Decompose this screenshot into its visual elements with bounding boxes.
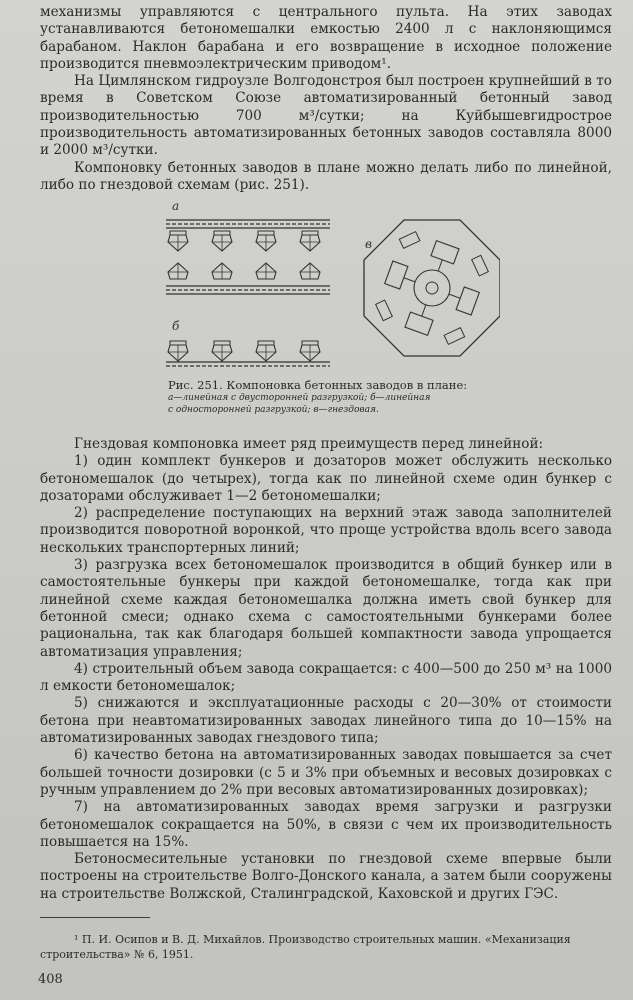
mixer-row-a2	[168, 263, 320, 279]
list-item-6: 6) качество бетона на автоматизированных заводах повышается за счет большей точности дозировки (с 5 и 3% при объемных и весовых дозировках с ручным управлением до 2% при весовых автоматизированных дозировках);	[40, 747, 612, 798]
paragraph-1: механизмы управляются с центрального пульта. На этих заводах устанавливаются бетономешалки емкостью 2400 л с наклоняющимся барабаном. Наклон барабана и его возвращение в исходное положение производится пневмоэлектрическим приводом¹.	[40, 4, 612, 72]
caption-sub-1: а—линейная с двусторонней разгрузкой; б—линейная	[168, 393, 431, 403]
label-a: а	[172, 199, 180, 213]
text-block-bottom	[40, 436, 612, 903]
footnote: ¹ П. И. Осипов и В. Д. Михайлов. Производство строительных машин. «Механизация строительства» № 6, 1951.	[40, 933, 571, 961]
caption-title: Рис. 251. Компоновка бетонных заводов в плане:	[168, 378, 468, 392]
paragraph-4: Гнездовая компоновка имеет ряд преимуществ перед линейной:	[74, 436, 544, 452]
page-number: 408	[38, 972, 63, 987]
footnote-divider	[40, 917, 150, 918]
paragraph-2: На Цимлянском гидроузле Волгодонстроя был построен крупнейший в то время в Советском Союзе автоматизированный бетонный завод производительностью 700 м³/сутки; на Куйбышевгидрострое производительность автоматизированных бетонных заводов составляла 8000 и 2000 м³/сутки.	[40, 73, 612, 159]
list-item-2: 2) распределение поступающих на верхний этаж завода заполнителей производится поворотной воронкой, что проще устройства вдоль всего завода нескольких транспортерных линий;	[40, 505, 612, 556]
text-block-top	[40, 4, 612, 194]
list-item-4: 4) строительный объем завода сокращается: с 400—500 до 250 м³ на 1000 л емкости бетономешалок;	[40, 660, 612, 695]
list-item-5: 5) снижаются и эксплуатационные расходы с 20—30% от стоимости бетона при неавтоматизированных заводах линейного типа до 10—15% на автоматизированных заводах гнездового типа;	[40, 695, 612, 747]
figure-251	[160, 198, 500, 373]
caption-sub-2: с односторонней разгрузкой; в—гнездовая.	[168, 405, 379, 415]
figure-drawing	[160, 198, 500, 373]
paragraph-3: Компоновку бетонных заводов в плане можно делать либо по линейной, либо по гнездовой схемам (рис. 251).	[40, 159, 612, 193]
mixer-row-b	[168, 341, 320, 361]
nest-layout-drawing	[355, 211, 500, 365]
label-v: в	[365, 237, 372, 251]
figure-caption	[168, 378, 588, 416]
mixer-row-a1	[168, 231, 320, 251]
paragraph-final: Бетоносмесительные установки по гнездовой схеме впервые были построены на строительстве Волго-Донского канала, а затем были сооружены на строительстве Волжской, Сталинградской, Каховской и других ГЭС.	[40, 851, 612, 902]
list-item-3: 3) разгрузка всех бетономешалок производится в общий бункер или в самостоятельные бункеры при каждой бетономешалке, тогда как при линейной схеме каждая бетономешалка должна иметь свой бункер для бетонной смеси; однако схема с самостоятельными бункерами более рациональна, так как благодаря большей компактности завода упрощается автоматизация управления;	[40, 557, 612, 660]
list-item-1: 1) один комплект бункеров и дозаторов может обслужить несколько бетономешалок (до четырех), тогда как по линейной схеме один бункер с дозаторами обслуживает 1—2 бетономешалки;	[40, 453, 612, 504]
label-b: б	[172, 319, 180, 333]
list-item-7: 7) на автоматизированных заводах время загрузки и разгрузки бетономешалок сокращается на 50%, в связи с чем их производительность повышается на 15%.	[40, 799, 612, 850]
